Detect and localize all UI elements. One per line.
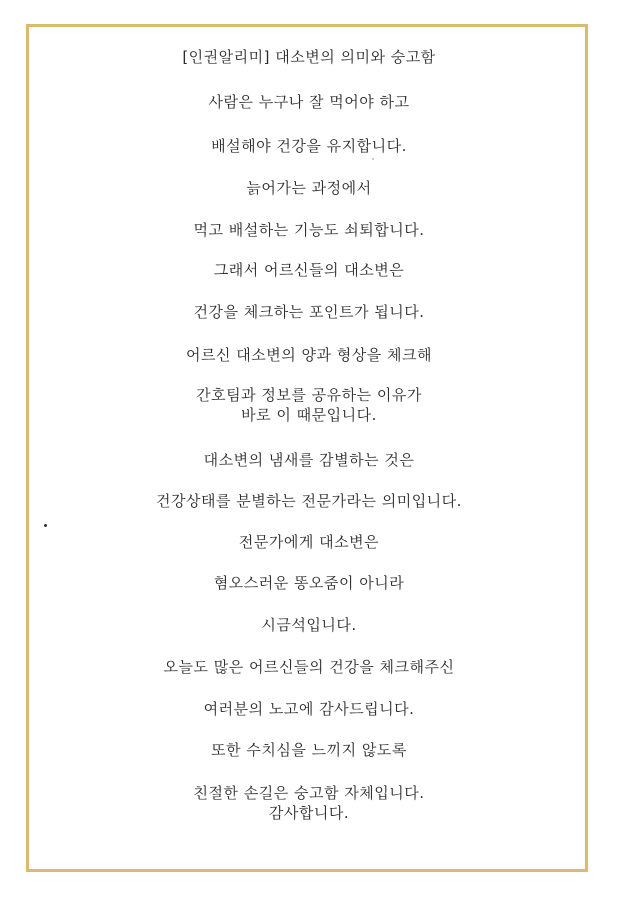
body-line: 건강을 체크하는 포인트가 됩니다.	[193, 303, 425, 321]
body-line: 먹고 배설하는 기능도 쇠퇴합니다.	[193, 221, 425, 239]
body-line: 대소변의 냄새를 감별하는 것은	[203, 451, 415, 469]
scan-speck	[372, 158, 374, 160]
body-line: 바로 이 때문입니다.	[241, 406, 377, 424]
body-line: 간호팀과 정보를 공유하는 이유가	[196, 386, 422, 404]
body-line: 친절한 손길은 숭고함 자체입니다.	[193, 784, 425, 802]
body-line: 그래서 어르신들의 대소변은	[213, 261, 405, 279]
body-line: 시금석입니다.	[261, 616, 357, 634]
scan-speck	[44, 524, 47, 527]
body-line: 건강상태를 분별하는 전문가라는 의미입니다.	[156, 492, 462, 510]
body-line: 사람은 누구나 잘 먹어야 하고	[208, 93, 410, 111]
body-line: 오늘도 많은 어르신들의 건강을 체크해주신	[163, 658, 455, 676]
body-line: 여러분의 노고에 감사드립니다.	[203, 700, 415, 718]
document-title: [인권알리미] 대소변의 의미와 숭고함	[182, 48, 436, 66]
body-line: 늙어가는 과정에서	[246, 179, 372, 197]
body-line: 또한 수치심을 느끼지 않도록	[211, 741, 407, 759]
body-line: 전문가에게 대소변은	[238, 533, 380, 551]
body-line: 어르신 대소변의 양과 형상을 체크해	[186, 346, 432, 364]
body-line: 배설해야 건강을 유지합니다.	[211, 137, 407, 155]
body-line: 혐오스러운 똥오줌이 아니라	[213, 574, 405, 592]
body-line: 감사합니다.	[268, 804, 350, 822]
